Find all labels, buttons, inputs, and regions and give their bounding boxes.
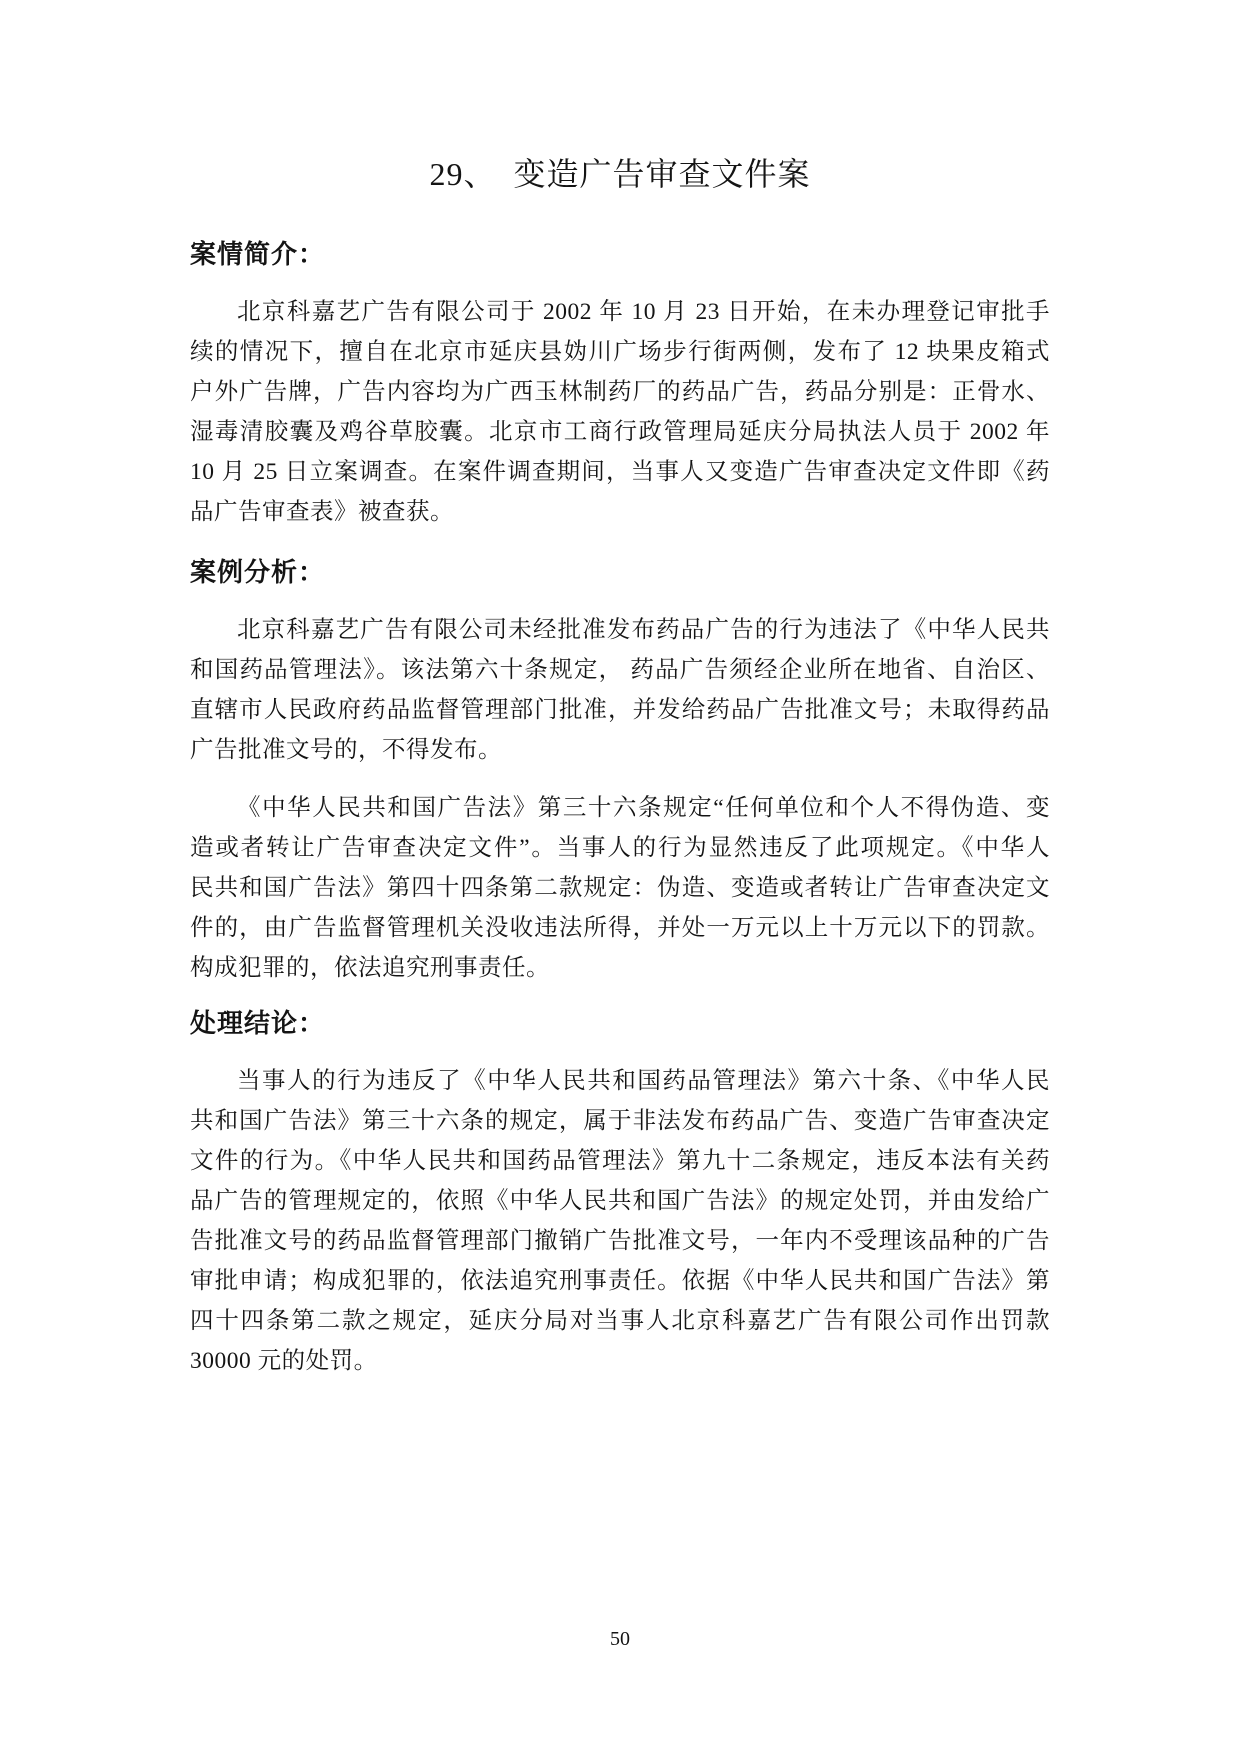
case-title: 29、 变造广告审查文件案 — [429, 156, 811, 192]
text-line: 审批申请；构成犯罪的，依法追究刑事责任。依据《中华人民共和国广告法》第 — [190, 1268, 1050, 1294]
text-line: 件的，由广告监督管理机关没收违法所得，并处一万元以上十万元以下的罚款。 — [190, 915, 1050, 941]
paragraph — [190, 1061, 1050, 1381]
text-line: 共和国广告法》第三十六条的规定，属于非法发布药品广告、变造广告审查决定 — [190, 1108, 1050, 1134]
text-line: 续的情况下，擅自在北京市延庆县妫川广场步行街两侧，发布了 12 块果皮箱式 — [190, 339, 1050, 365]
text-line: 10 月 25 日立案调查。在案件调查期间，当事人又变造广告审查决定文件即《药 — [190, 459, 1050, 485]
text-line: 告批准文号的药品监督管理部门撤销广告批准文号，一年内不受理该品种的广告 — [190, 1228, 1050, 1254]
section-conclusion — [190, 1007, 1050, 1381]
section-heading-conclusion: 处理结论： — [190, 1008, 326, 1038]
text-line: 和国药品管理法》。该法第六十条规定， 药品广告须经企业所在地省、自治区、 — [190, 657, 1050, 683]
page-number: 50 — [610, 1628, 630, 1650]
text-line: 北京科嘉艺广告有限公司于 2002 年 10 月 23 日开始，在未办理登记审批手 — [237, 299, 1050, 325]
paragraph — [190, 788, 1050, 988]
paragraph — [190, 610, 1050, 770]
text-line: 四十四条第二款之规定，延庆分局对当事人北京科嘉艺广告有限公司作出罚款 — [190, 1308, 1050, 1334]
text-line: 构成犯罪的，依法追究刑事责任。 — [190, 955, 550, 981]
text-line: 品广告审查表》被查获。 — [190, 499, 454, 525]
text-line: 广告批准文号的，不得发布。 — [190, 737, 502, 763]
section-heading-case-summary: 案情简介： — [190, 239, 326, 269]
text-line: 户外广告牌，广告内容均为广西玉林制药厂的药品广告，药品分别是：正骨水、 — [190, 379, 1050, 405]
page-footer — [0, 1626, 1240, 1652]
section-heading-case-analysis: 案例分析： — [190, 557, 326, 587]
text-line: 民共和国广告法》第四十四条第二款规定：伪造、变造或者转让广告审查决定文 — [190, 875, 1050, 901]
text-line: 30000 元的处罚。 — [190, 1348, 378, 1374]
section-case-summary — [190, 238, 1050, 532]
text-line: 文件的行为。《中华人民共和国药品管理法》第九十二条规定，违反本法有关药 — [190, 1148, 1050, 1174]
text-line: 品广告的管理规定的，依照《中华人民共和国广告法》的规定处罚，并由发给广 — [190, 1188, 1050, 1214]
text-line: 《中华人民共和国广告法》第三十六条规定“任何单位和个人不得伪造、变 — [237, 795, 1050, 821]
text-line: 湿毒清胶囊及鸡谷草胶囊。北京市工商行政管理局延庆分局执法人员于 2002 年 — [190, 419, 1050, 445]
text-line: 造或者转让广告审查决定文件”。当事人的行为显然违反了此项规定。《中华人 — [190, 835, 1050, 861]
text-line: 北京科嘉艺广告有限公司未经批准发布药品广告的行为违法了《中华人民共 — [237, 617, 1050, 643]
text-line: 直辖市人民政府药品监督管理部门批准，并发给药品广告批准文号；未取得药品 — [190, 697, 1050, 723]
section-case-analysis — [190, 556, 1050, 988]
paragraph — [190, 292, 1050, 532]
text-line: 当事人的行为违反了《中华人民共和国药品管理法》第六十条、《中华人民 — [237, 1068, 1050, 1094]
